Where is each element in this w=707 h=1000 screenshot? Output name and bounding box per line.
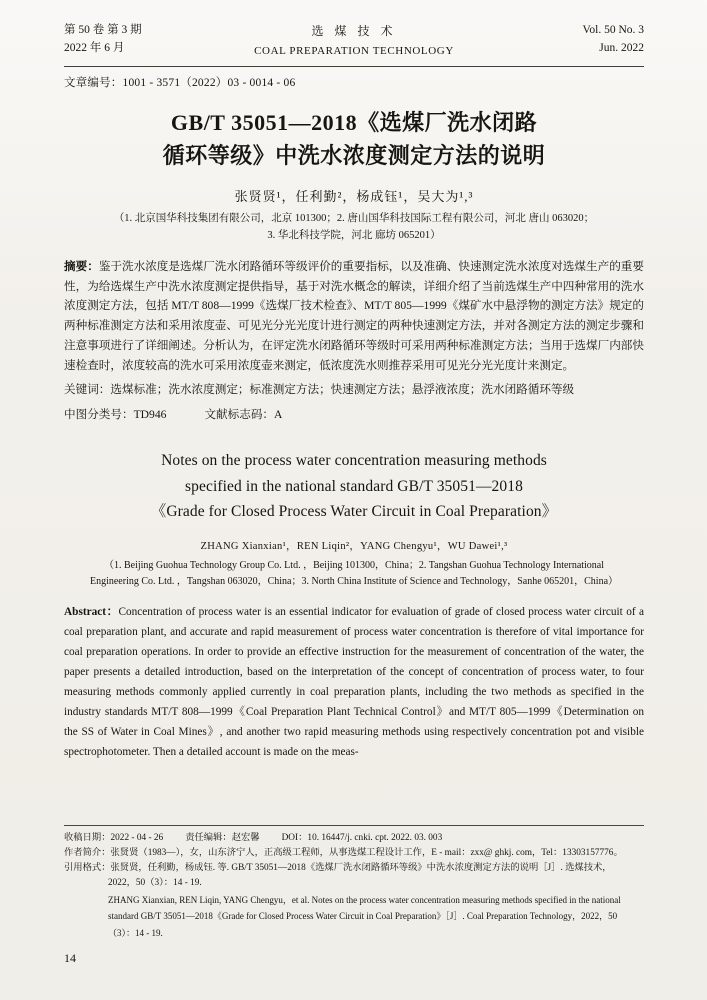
footnote-citation-en-3: （3）：14 - 19. — [108, 927, 163, 938]
classification-row — [64, 405, 644, 426]
footnote-citation-en-2: standard GB/T 35051—2018《Grade for Closed Process Water Circuit in Coal Preparation》［J］. Coal Preparation Technology，2022，50 — [108, 911, 618, 922]
abstract-en-text: Concentration of process water is an essential indicator for evaluation of grade of closed process water circuit of a coal preparation plant, and accurate and rapid measurement of process water concentration is therefore of vital importance for coal preparation operations. In order to provide an effective instruction for the measurement of concentration of the water, the paper presents a detailed introduction, based on the interpretation of the concept of concentration of process water, to four measuring methods commonly applied currently in coal preparation plants, including the two methods as specified in the industry standards MT/T 808—1999《Coal Preparation Plant Technical Control》and MT/T 805—1999《Determination on the SS of Water in Coal Mines》, and another two rapid measuring methods using respectively concentration pot and visible spectrophotometer. Then a detailed account is made on the meas- — [64, 605, 644, 759]
doi-value: 10. 16447/j. cnki. cpt. 2022. 03. 003 — [307, 832, 443, 843]
doi-label: DOI： — [281, 832, 308, 843]
header-divider — [64, 66, 644, 67]
keywords-cn — [64, 380, 644, 400]
citation-label: 引用格式： — [64, 862, 111, 873]
affiliation-en-line-1: （1. Beijing Guohua Technology Group Co. Ltd. ，Beijing 101300，China；2. Tangshan Guohua Technology International — [103, 559, 605, 571]
affiliation-en — [64, 558, 644, 591]
title-en-line-1: Notes on the process water concentration measuring methods — [161, 452, 547, 470]
received-label: 收稿日期： — [64, 832, 111, 843]
page-title-cn — [64, 106, 644, 172]
doccode-label: 文献标志码： — [204, 408, 275, 422]
editor-value: 赵宏馨 — [231, 832, 260, 843]
page-title-en — [64, 448, 644, 525]
issue-date-cn: 2022 年 6 月 — [64, 41, 125, 54]
volume-issue: 第 50 卷 第 3 期 — [64, 24, 142, 36]
affiliation-en-line-2: Engineering Co. Ltd. ，Tangshan 063020，China；3. North China Institute of Science and Technology，Sanhe 065201，China） — [89, 576, 619, 588]
author-bio-label: 作者简介： — [64, 847, 111, 858]
title-cn-line-1: GB/T 35051—2018《选煤厂洗水闭路 — [170, 110, 538, 135]
footnote-citation-cn — [64, 861, 644, 876]
abstract-en — [64, 602, 644, 763]
authors-en: ZHANG Xianxian¹，REN Liqin²，YANG Chengyu¹，WU Dawei¹,³ — [200, 540, 508, 552]
title-en-line-3: 《Grade for Closed Process Water Circuit in Coal Preparation》 — [150, 503, 558, 521]
clc-label: 中图分类号： — [64, 408, 134, 422]
abstract-cn-text: 鉴于洗水浓度是选煤厂洗水闭路循环等级评价的重要指标，以及准确、快速测定洗水浓度对选煤生产的重要性，为给选煤生产中洗水浓度测定提供指导，基于对洗水概念的解读，详细介绍了当前选煤生产中四种常用的洗水浓度测定方法，包括 MT/T 808—1999《选煤厂技术检查》、MT/T 805—1999《煤矿水中悬浮物的测定方法》规定的两种标准测定方法和采用浓度壶、可见光分光光度计进行测定的两种快速测定方法，并对各测定方法的测定步骤和注意事项进行了详细阐述。分析认为，在评定洗水闭路循环等级时可采用两种标准测定方法；当用于选煤厂内部快速检查时，浓度较高的洗水可采用浓度壶来测定，低浓度洗水则推荐采用可见光分光光度计来测定。 — [64, 259, 644, 373]
title-en-line-2: specified in the national standard GB/T 35051—2018 — [185, 477, 523, 495]
footnote-divider — [64, 825, 644, 826]
citation-cn-line-1: 张贤贤，任利勤，杨成钰. 等. GB/T 35051—2018《选煤厂洗水闭路循环等级》中洗水浓度测定方法的说明［J］. 选煤技术， — [110, 862, 612, 873]
footnote-block — [64, 825, 644, 940]
journal-title-cn: 选 煤 技 术 — [311, 24, 397, 38]
editor-label: 责任编辑： — [185, 832, 232, 843]
page-number: 14 — [64, 951, 76, 965]
article-number: 文章编号：1001 - 3571（2022）03 - 0014 - 06 — [64, 77, 296, 89]
authors-cn: 张贤贤¹，任利勤²，杨成钰¹，吴大为¹,³ — [234, 189, 474, 204]
abstract-cn — [64, 257, 644, 377]
clc-value: TD946 — [133, 408, 167, 422]
page-content — [64, 22, 644, 974]
volume-issue-en: Vol. 50 No. 3 — [582, 24, 644, 36]
abstract-en-label: Abstract： — [64, 605, 119, 618]
running-head-center — [64, 22, 644, 60]
keywords-cn-label: 关键词： — [64, 383, 111, 397]
footnote-author-bio — [64, 846, 644, 861]
keywords-cn-text: 选煤标准；洗水浓度测定；标准测定方法；快速测定方法；悬浮液浓度；洗水闭路循环等级 — [110, 383, 575, 397]
affiliation-cn — [64, 211, 644, 245]
footnote-received — [64, 831, 644, 846]
author-bio-text: 张贤贤（1983—），女，山东济宁人，正高级工程师，从事选煤工程设计工作，E - mail：zxx@ ghkj. com，Tel：13303157776。 — [110, 847, 623, 858]
journal-title-en: COAL PREPARATION TECHNOLOGY — [254, 44, 454, 57]
footnote-citation-cn-2: 2022，50（3）：14 - 19. — [108, 877, 202, 888]
doccode-value: A — [274, 408, 283, 422]
title-cn-line-2: 循环等级》中洗水浓度测定方法的说明 — [162, 143, 546, 168]
received-value: 2022 - 04 - 26 — [110, 832, 164, 843]
running-head — [64, 22, 644, 64]
issue-date-en: Jun. 2022 — [599, 41, 644, 54]
running-head-right — [583, 22, 644, 58]
footnote-citation-en-1: ZHANG Xianxian, REN Liqin, YANG Chengyu，et al. Notes on the process water concentration measuring methods specified in the national — [108, 894, 621, 905]
affiliation-cn-line-1: （1. 北京国华科技集团有限公司，北京 101300；2. 唐山国华科技国际工程有限公司，河北 唐山 063020； — [113, 213, 595, 224]
abstract-cn-label: 摘要： — [64, 259, 99, 273]
affiliation-cn-line-2: 3. 华北科技学院，河北 廊坊 065201） — [267, 229, 441, 241]
